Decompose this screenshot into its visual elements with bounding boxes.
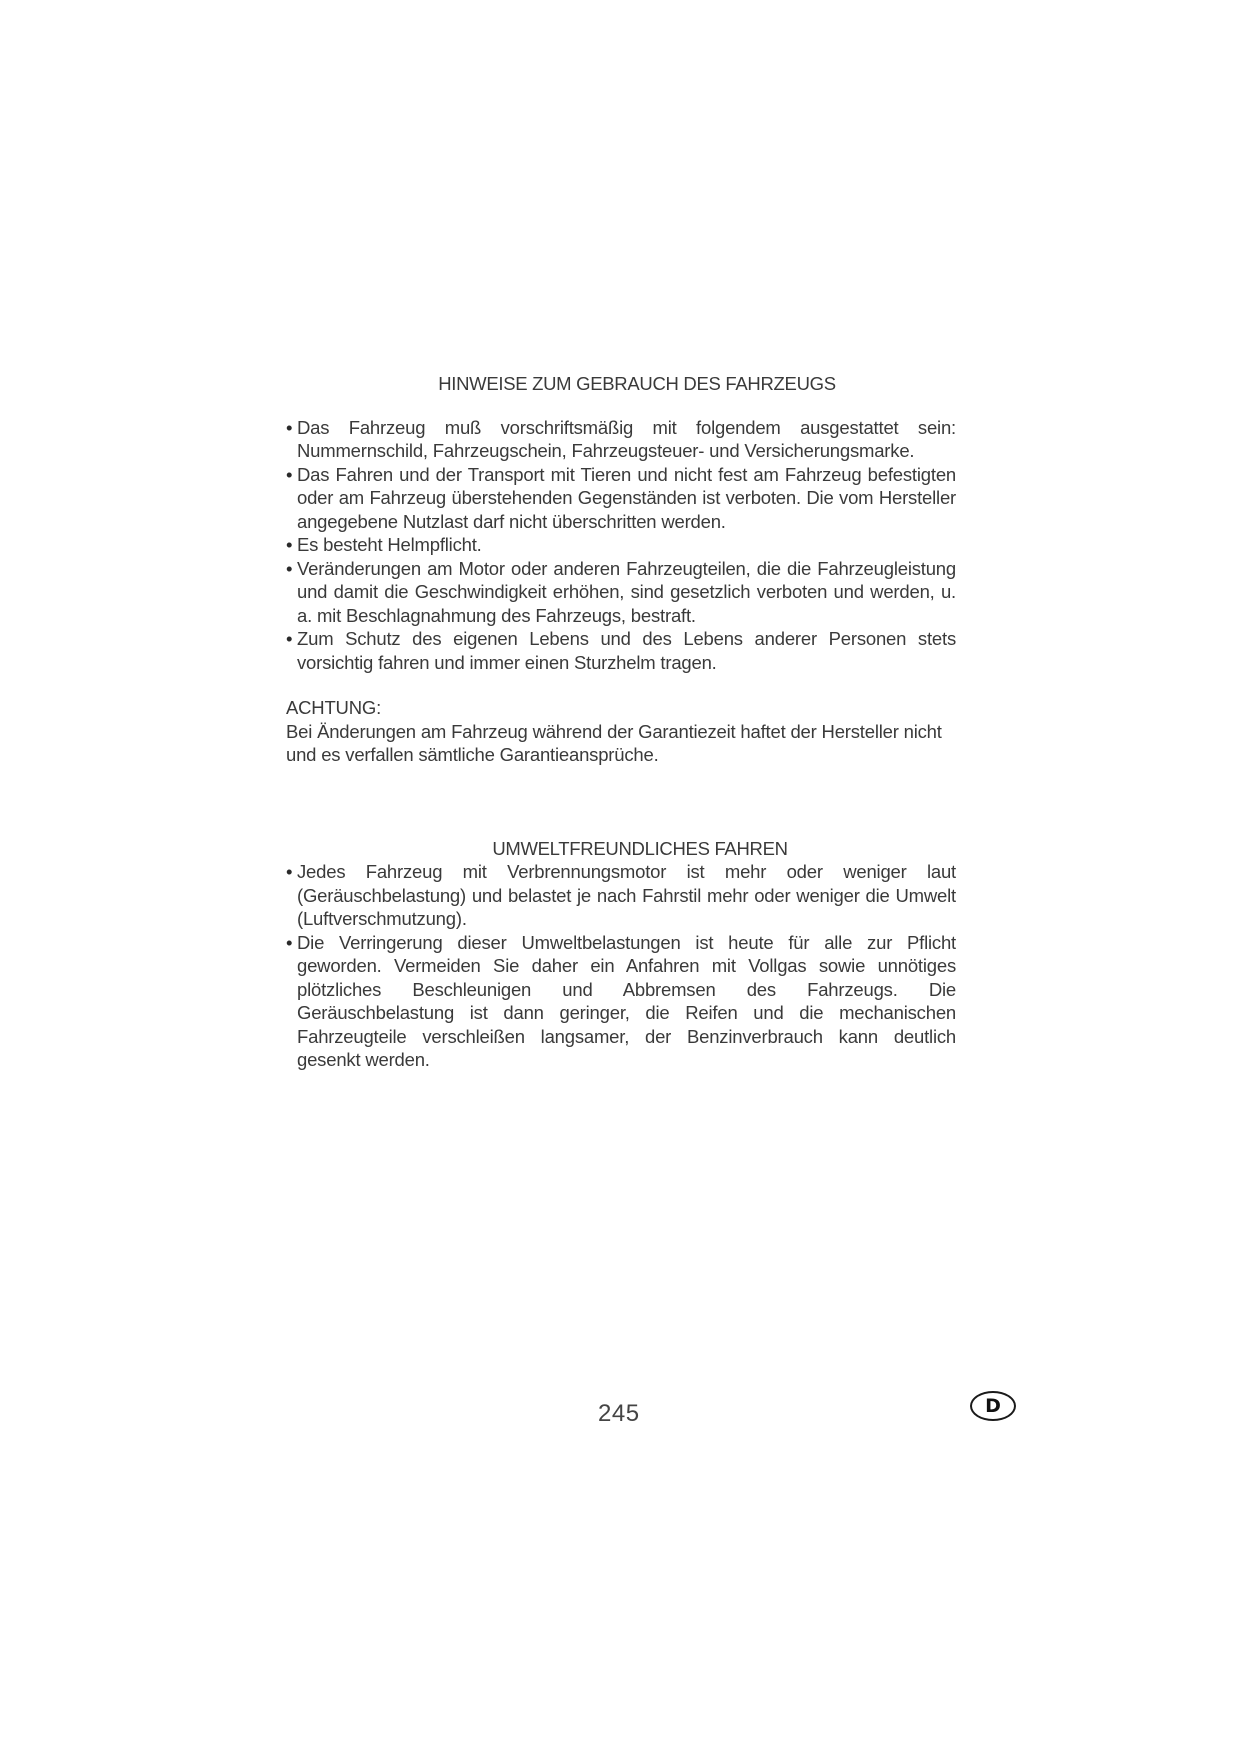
list-item-text: Veränderungen am Motor oder anderen Fahrzeugteilen, die die Fahrzeugleistung und damit die Geschwindigkeit erhöhen, sind gesetzlich verboten und werden, u. a. mit Beschlagnahmung des Fahrzeugs, bestraft. [297, 557, 956, 626]
list-item [286, 627, 956, 674]
bullet-icon: • [286, 931, 293, 953]
document-body [286, 372, 956, 1072]
list-item-text: Jedes Fahrzeug mit Verbrennungsmotor ist mehr oder weniger laut (Geräuschbelastung) und belastet je nach Fahrstil mehr oder weniger die Umwelt (Luftverschmutzung). [297, 861, 956, 929]
bullet-icon: • [286, 416, 293, 438]
bullet-icon: • [286, 628, 293, 649]
list-item [286, 931, 956, 1072]
usage-notes-list [286, 416, 956, 675]
bullet-icon: • [286, 534, 293, 555]
list-item-text: Zum Schutz des eigenen Lebens und des Lebens anderer Personen stets vorsichtig fahren und immer einen Sturzhelm tragen. [297, 628, 956, 673]
page-number: 245 [598, 1400, 640, 1427]
list-item [286, 463, 956, 534]
list-item-text: Das Fahrzeug muß vorschriftsmäßig mit folgendem ausgestattet sein: Nummernschild, Fahrzeugschein, Fahrzeugsteuer- und Versicherungsmarke. [297, 416, 956, 461]
list-item [286, 557, 956, 628]
bullet-icon: • [286, 557, 293, 579]
bullet-icon: • [286, 463, 293, 485]
list-item-text: Das Fahren und der Transport mit Tieren und nicht fest am Fahrzeug befestigten oder am Fahrzeug überstehenden Gegenständen ist verboten. Die vom Hersteller angegebene Nutzlast darf nicht überschritten werden. [297, 463, 956, 532]
warning-block [286, 696, 956, 767]
list-item-text: Die Verringerung dieser Umweltbelastungen ist heute für alle zur Pflicht geworden. Vermeiden Sie daher ein Anfahren mit Vollgas sowie unnötiges plötzliches Beschleunigen und Abbremsen des Fahrzeugs. Die Geräuschbelastung ist dann geringer, die Reifen und die mechanischen Fahrzeugteile verschleißen langsamer, der Benzinverbrauch kann deutlich gesenkt werden. [297, 931, 956, 1070]
list-item-text: Es besteht Helmpflicht. [297, 534, 482, 555]
warning-text: Bei Änderungen am Fahrzeug während der Garantiezeit haftet der Hersteller nicht und es verfallen sämtliche Garantieansprüche. [286, 720, 942, 765]
bullet-icon: • [286, 861, 293, 882]
environment-notes-list [286, 860, 956, 1072]
warning-label: ACHTUNG: [286, 697, 382, 718]
section-title-usage: HINWEISE ZUM GEBRAUCH DES FAHRZEUGS [438, 373, 836, 394]
language-badge: D [970, 1391, 1016, 1421]
list-item [286, 416, 956, 463]
list-item [286, 860, 956, 931]
section-title-environment: UMWELTFREUNDLICHES FAHREN [492, 837, 788, 859]
list-item [286, 533, 956, 557]
